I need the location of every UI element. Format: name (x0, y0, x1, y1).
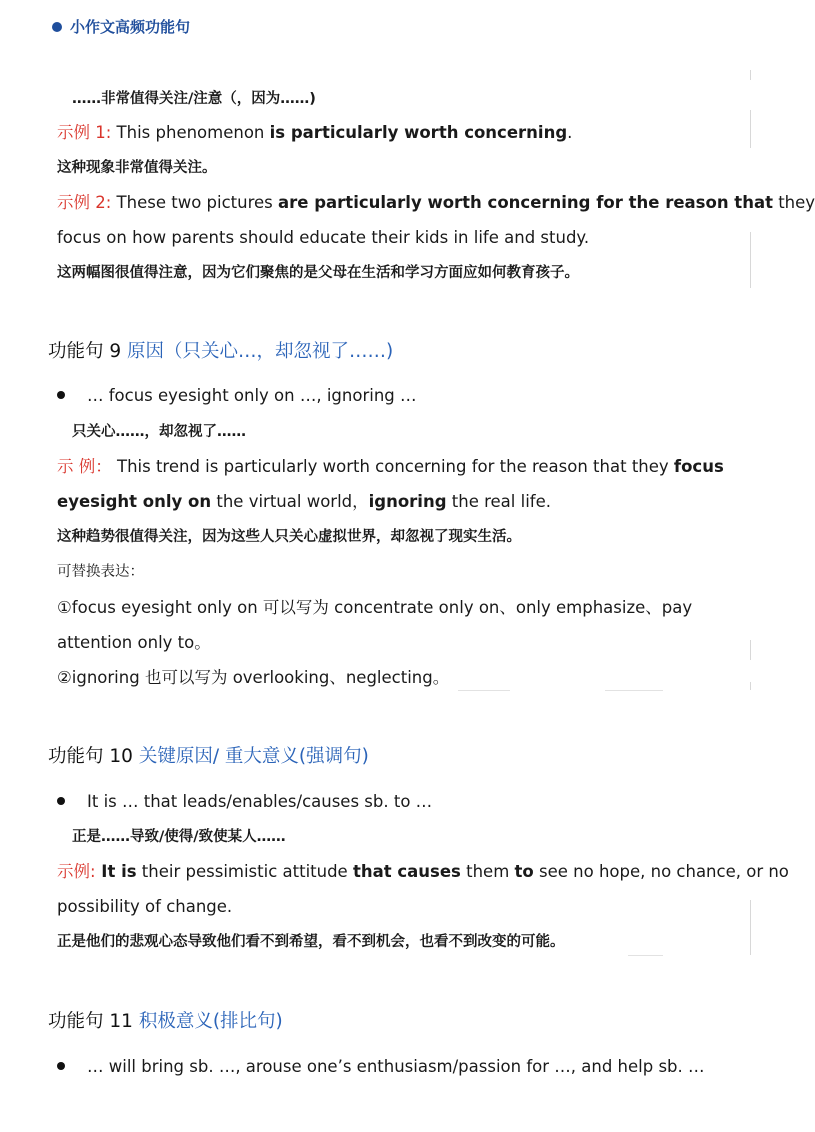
section-9-example-line-2 (57, 492, 551, 512)
example-highlight: focus (673, 457, 724, 476)
heading-topic: 积极意义(排比句) (138, 1011, 283, 1032)
margin-artifact (605, 690, 663, 691)
section-9-heading (48, 340, 393, 364)
example-text: them (460, 862, 515, 881)
example-highlight: eyesight only on (57, 492, 212, 511)
bullet-icon (57, 391, 65, 399)
bullet-text: … will bring sb. …, arouse one’s enthusiasm/passion for …, and help sb. … (87, 1057, 705, 1076)
alternatives-title: 可替换表达： (57, 564, 144, 580)
section-10-bullet-translation: 正是……导致/使得/致使某人…… (72, 829, 286, 845)
header-title: 小作文高频功能句 (70, 18, 191, 36)
example-1-translation: 这种现象非常值得关注。 (57, 160, 217, 176)
section-9-example-translation: 这种趋势很值得关注，因为这些人只关心虚拟世界，却忽视了现实生活。 (57, 529, 521, 545)
example-2 (57, 193, 815, 213)
example-text: These two pictures (111, 193, 279, 212)
pattern-text: ……非常值得关注/注意（，因为……) (72, 91, 316, 107)
bullet-dot-icon (52, 22, 62, 32)
section-9-bullet-translation: 只关心……，却忽视了…… (72, 424, 246, 440)
example-highlight: It is (95, 862, 137, 881)
example-highlight: ignoring (368, 492, 447, 511)
example-label: 示例 1: (57, 123, 112, 142)
section-11-heading (48, 1010, 283, 1034)
bullet-icon (57, 1062, 65, 1070)
alternative-1: ①focus eyesight only on 可以写为 concentrate only on、only emphasize、pay (57, 598, 693, 617)
margin-artifact (750, 900, 751, 955)
heading-number: 功能句 11 (48, 1011, 133, 1032)
example-1 (57, 123, 572, 143)
margin-artifact (750, 232, 751, 288)
example-text: . (567, 123, 573, 142)
example-text: their pessimistic attitude (136, 862, 353, 881)
example-highlight: to (514, 862, 534, 881)
heading-topic: 关键原因/ 重大意义(强调句) (138, 746, 369, 767)
example-label: 示例: (57, 862, 96, 881)
example-text: This trend is particularly worth concerning for the reason that they (111, 457, 674, 476)
example-text: This phenomenon (111, 123, 270, 142)
example-2-translation: 这两幅图很值得注意，因为它们聚焦的是父母在生活和学习方面应如何教育孩子。 (57, 265, 579, 281)
margin-artifact (750, 70, 751, 80)
section-9-bullet (57, 386, 417, 406)
bullet-text: It is … that leads/enables/causes sb. to … (87, 792, 433, 811)
heading-number: 功能句 10 (48, 746, 133, 767)
section-10-example-line-2: possibility of change. (57, 897, 233, 916)
section-10-example (57, 862, 789, 882)
bullet-icon (57, 797, 65, 805)
example-highlight: is particularly worth concerning (269, 123, 568, 142)
margin-artifact (458, 690, 510, 691)
alternative-1-line-2: attention only to。 (57, 633, 211, 652)
section-10-bullet (57, 792, 432, 812)
margin-artifact (750, 640, 751, 660)
margin-artifact (750, 110, 751, 148)
example-text: the real life. (446, 492, 551, 511)
heading-topic: 原因（只关心…，却忽视了……) (127, 341, 394, 362)
example-text: the virtual world， (211, 492, 369, 511)
example-highlight: that causes (352, 862, 461, 881)
example-label: 示例 2: (57, 193, 112, 212)
example-text: see no hope, no chance, or no (533, 862, 789, 881)
example-highlight: are particularly worth concerning for the reason that (278, 193, 773, 212)
example-2-line-2: focus on how parents should educate their kids in life and study. (57, 228, 590, 247)
section-10-example-translation: 正是他们的悲观心态导致他们看不到希望，看不到机会，也看不到改变的可能。 (57, 934, 565, 950)
section-header (52, 16, 190, 37)
margin-artifact (750, 682, 751, 690)
bullet-text: … focus eyesight only on …, ignoring … (87, 386, 417, 405)
section-11-bullet (57, 1057, 705, 1077)
heading-number: 功能句 9 (48, 341, 122, 362)
section-9-example (57, 457, 724, 477)
example-text: they (772, 193, 815, 212)
example-label: 示 例： (57, 457, 112, 476)
alternative-2: ②ignoring 也可以写为 overlooking、neglecting。 (57, 668, 450, 687)
section-10-heading (48, 745, 369, 769)
margin-artifact (628, 955, 663, 956)
